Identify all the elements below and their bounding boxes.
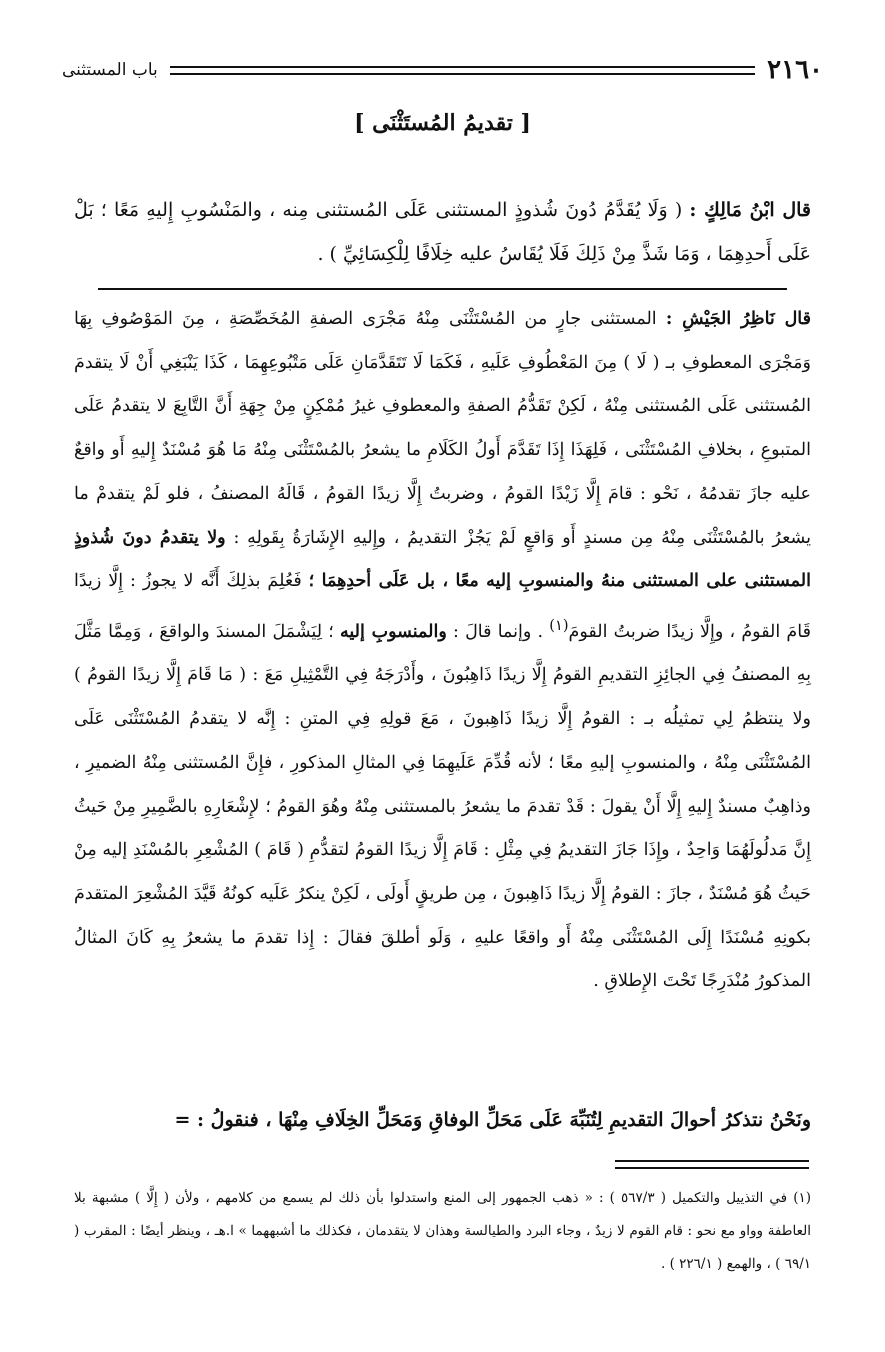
commentary-speaker: قال نَاظِرُ الجَيْشِ : bbox=[665, 309, 811, 329]
header-rule bbox=[170, 66, 755, 75]
footnote-separator bbox=[615, 1160, 809, 1169]
commentary-text-2: فَعُلِمَ بذلِكَ أَنَّه لا يجوزُ : إِلَّا زيدًا قَامَ القومُ ، وإِلَّا زيدًا ضربتُ القومَ bbox=[74, 571, 811, 642]
quote-separator bbox=[98, 288, 787, 290]
closing-paragraph: ونَحْنُ نتذكرُ أحوالَ التقديمِ لِتُنَبِّهَ عَلَى مَحَلِّ الوفاقِ وَمَحَلِّ الخِلَافِ مِنْهَا ، فنقولُ : = bbox=[174, 1109, 811, 1131]
quote-speaker: قال ابْنُ مَالِكٍ : bbox=[689, 199, 811, 221]
commentary bbox=[74, 298, 811, 1004]
section-title: [ تقديمُ المُستَثْنَى ] bbox=[354, 110, 531, 136]
quote-text: ( وَلَا يُقَدَّمُ دُونَ شُذوذٍ المستثنى عَلَى المُستثنى مِنه ، والمَنْسُوبِ إِليهِ مَعًا ؛ بَلْ عَلَى أَحدِهِمَا ، وَمَا شَذَّ مِنْ ذَلِكَ فَلَا يُقَاسُ عليه خِلَافًا لِلْكِسَائِيِّ ) . bbox=[74, 199, 811, 265]
footnote: (١) في التذييل والتكميل ( ٥٦٧/٣ ) : « ذهب الجمهور إلى المنع واستدلوا بأن ذلك لم يسمع من كلامهم ، ولأن ( إِلَّا ) مشبهة بلا العاطفة وواو مع نحو : قام القوم لا زيدٌ ، وجاء البرد والطيالسة وهذان لا يتقدمان ، فكذلك ما أشبههما » ا.هـ ، وينظر أيضًا : المقرب ( ٦٩/١ ) ، والهمع ( ٢٢٦/١ ) . bbox=[74, 1190, 812, 1272]
chapter-title: باب المستثنى bbox=[62, 60, 158, 80]
page-number: ٢١٦٠ bbox=[767, 55, 823, 85]
commentary-text-4: ؛ لِيَشْمَلَ المسندَ والواقعَ ، وَمِمَّا مَثَّلَ بِهِ المصنفُ فِي الجائِزِ التقديمِ القومُ إِلَّا زيدًا ذَاهِبُونَ ، وأَدْرَجَهُ فِي التَّمْثِيلِ مَعَ : ( مَا قَامَ إِلَّا زيدًا القومُ ) ولا ينتظمُ لِي تمثيلُه بـ : القومُ إِلَّا زيدًا ذَاهِبونَ ، مَعَ قولِهِ فِي المتنِ : إِنَّه لا يتقدمُ المُسْتَثْنَى عَلَى المُسْتَثْنَى مِنْهُ ، والمنسوبِ إليهِ معًا ؛ لأنه قُدِّمَ عَلَيهِمَا فِي المثالِ المذكورِ ، فإِنَّ المُستثنى مِنْهُ الضميرِ ، وذاهِبٌ مسندٌ إِليهِ إِلَّا أَنْ يقولَ : قَدْ تقدمَ ما يشعرُ بالمستثنى مِنْهُ وهُوَ القومُ ؛ لإِشْعَارِهِ بالضَّمِيرِ مِنْ حَيثُ إِنَّ مَدلُولَهُمَا وَاحِدٌ ، وإِذَا جَازَ التقديمُ فِي مِثْلِ : قَامَ إِلَّا زيدًا القومُ لتقدُّمِ ( قَامَ ) المُشْعِرِ بالمُسْنَدِ إليه مِنْ حَيثُ هُوَ مُسْنَدٌ ، جازَ : القومُ إِلَّا زيدًا ذَاهِبونَ ، مِن طريقٍ أَولَى ، لَكِنْ ينكرُ عَلَيه كونُهُ قَيَّدَ المُشْعِرَ المتقدمَ بكونِهِ مُسْنَدًا إِلَى المُسْتَثْنَى مِنْهُ أَو واقعًا عليهِ ، وَلَو أطلقَ فقالَ : إِذا تقدمَ ما يشعرُ بِهِ كَانَ المثالُ المذكورُ مُنْدَرِجًا تَحْتَ الإِطلاقِ . bbox=[74, 621, 811, 992]
commentary-quoted-text: ولا يتقدمُ دونَ شُذوذٍ المستثنى على المستثنى منهُ والمنسوبِ إليه معًا ، بل عَلَى أحدِهِمَا ؛ bbox=[74, 527, 811, 592]
footnote-marker[interactable]: (١) bbox=[549, 616, 569, 634]
author-quote bbox=[74, 188, 811, 276]
commentary-bold-term: والمنسوبِ إليه bbox=[340, 621, 447, 642]
running-header bbox=[62, 52, 823, 88]
commentary-text-1: المستثنى جارٍ من المُسْتَثْنَى مِنْهُ مَجْرَى الصفةِ المُخَصِّصَةِ ، مِنَ المَوْصُوفِ بِهَا وَمَجْرَى المعطوفِ بـ ( لَا ) مِنَ المَعْطُوفِ عَلَيهِ ، فَكَمَا لَا تَتَقَدَّمَانِ عَلَى مَتْبُوعِهِمَا ، كَذَا يَنْبَغِي أَنْ لَا يتقدمَ المُستثنى عَلَى المُستثنى مِنْهُ ، لَكِنْ تَقَدُّمُ الصفةِ والمعطوفِ غيرُ مُمْكِنٍ مِنْ جِهَةِ أَنَّ التَّابِعَ لا يتقدمُ عَلَى المتبوعِ ، بخلافِ المُسْتَثْنَى ، فَلِهَذَا إِذَا تَقَدَّمَ أَولُ الكَلَامِ ما يشعرُ بالمُسْتَثْنَى مِنْهُ مَا هُوَ مُسْنَدٌ إِليهِ أَو واقعٌ عليه جازَ تقدمُهُ ، نَحْو : قامَ إِلَّا زَيْدًا القومُ ، وضربتُ إِلَّا زيدًا القومُ ، قَالَهُ المصنفُ ، فلو لَمْ يتقدمْ ما يشعرُ بالمُسْتَثْنَى مِنْهُ مِن مسندٍ أَو وَاقعٍ لَمْ يَجُزْ التقديمُ ، وإِليهِ الإِشَارَةُ بِقَولِهِ : bbox=[74, 309, 812, 548]
commentary-text-3: . وإنما قالَ : bbox=[452, 621, 544, 642]
